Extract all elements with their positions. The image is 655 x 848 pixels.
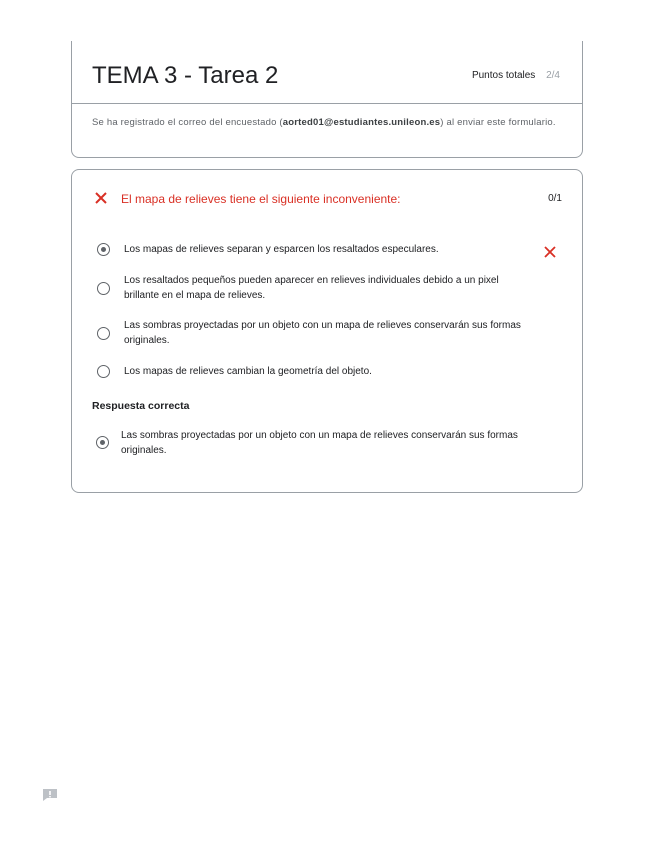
option-label: Las sombras proyectadas por un objeto con un mapa de relieves conservarán sus formas originales.: [124, 320, 521, 346]
radio-selected-icon[interactable]: [97, 243, 110, 256]
question-card: [71, 169, 583, 493]
option-label: Los mapas de relieves separan y esparcen los resaltados especulares.: [124, 244, 439, 255]
total-points: [472, 70, 560, 81]
email-recorded-note: [92, 115, 566, 130]
option-label: Los resaltados pequeños pueden aparecer en relieves individuales debido a un pixel brillante en el mapa de relieves.: [124, 275, 499, 301]
correct-answer-heading: Respuesta correcta: [92, 400, 190, 412]
total-points-value: 2/4: [546, 70, 560, 81]
form-title: TEMA 3 - Tarea 2: [92, 62, 279, 89]
header-top: [72, 41, 582, 104]
incorrect-icon: [94, 191, 108, 205]
correct-answer-label: Las sombras proyectadas por un objeto con un mapa de relieves conservarán sus formas originales.: [121, 430, 518, 456]
form-header-card: [71, 41, 583, 158]
report-feedback-icon[interactable]: [42, 788, 58, 802]
email-note-pre: Se ha registrado el correo del encuestado (: [92, 117, 283, 128]
radio-empty-icon[interactable]: [97, 365, 110, 378]
total-points-label: Puntos totales: [471, 70, 536, 81]
question-points: 0/1: [548, 193, 562, 204]
email-note-post: ) al enviar este formulario.: [440, 117, 556, 128]
option-label: Los mapas de relieves cambian la geometría del objeto.: [124, 366, 372, 377]
radio-empty-icon[interactable]: [97, 282, 110, 295]
radio-empty-icon[interactable]: [97, 327, 110, 340]
wrong-answer-icon: [544, 246, 556, 258]
respondent-email: aorted01@estudiantes.unileon.es: [282, 117, 441, 128]
question-title: El mapa de relieves tiene el siguiente inconveniente:: [121, 192, 401, 206]
question-header: [92, 192, 562, 210]
radio-selected-icon: [96, 436, 109, 449]
